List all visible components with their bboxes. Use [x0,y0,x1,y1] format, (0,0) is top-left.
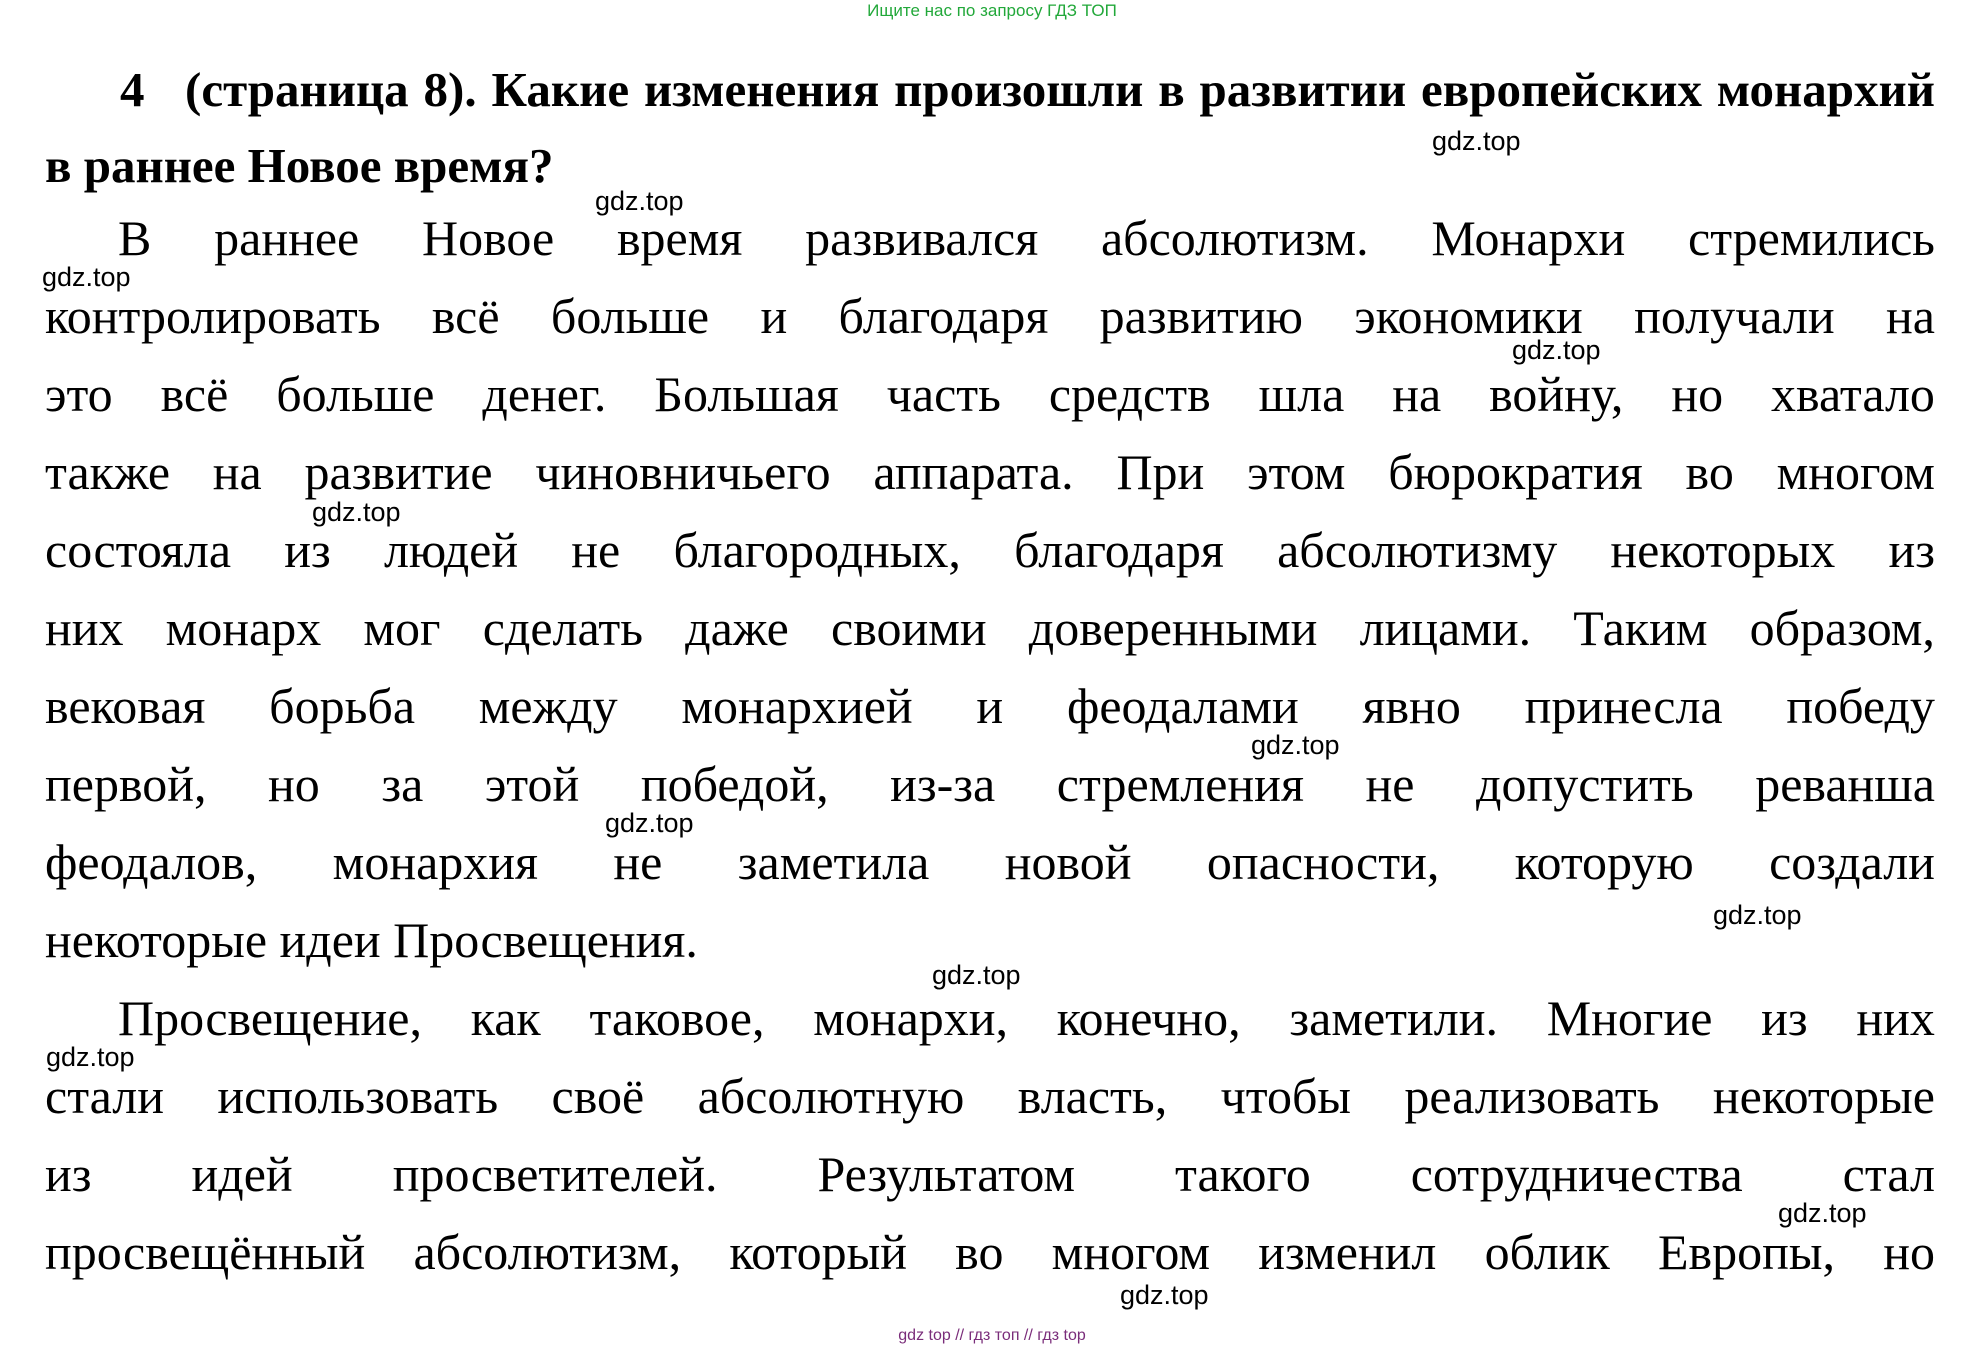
question-text: (страница 8). Какие изменения произошли в развитии европейских монархий в раннее Новое время? [45,62,1935,193]
paragraph-line: феодалов, монархия не заметила новой опасности, которую создали [45,834,1935,890]
watermark: gdz.top [595,186,684,216]
watermark: gdz.top [42,262,131,292]
footer-watermark: gdz top // гдз топ // гдз top [898,1327,1086,1344]
paragraph-line: Просвещение, как таковое, монархи, конечно, заметили. Многие из них [118,990,1935,1046]
watermark: gdz.top [932,960,1021,990]
watermark: gdz.top [1778,1198,1867,1228]
watermark: gdz.top [605,808,694,838]
paragraph-line: некоторые идеи Просвещения. [45,912,698,968]
top-banner: Ищите нас по запросу ГДЗ ТОП [867,1,1117,20]
paragraph-line: них монарх мог сделать даже своими доверенными лицами. Таким образом, [45,600,1935,656]
watermark: gdz.top [1120,1280,1209,1310]
question-heading [45,52,1935,204]
paragraph-line: первой, но за этой победой, из-за стремления не допустить реванша [45,756,1935,812]
watermark: gdz.top [46,1042,135,1072]
paragraph-line: В раннее Новое время развивался абсолютизм. Монархи стремились [118,210,1935,266]
question-number: 4 [120,62,145,117]
paragraph-line: из идей просветителей. Результатом такого сотрудничества стал [45,1146,1935,1202]
watermark: gdz.top [1512,335,1601,365]
paragraph-line: состояла из людей не благородных, благодаря абсолютизму некоторых из [45,522,1935,578]
paragraph-line: контролировать всё больше и благодаря развитию экономики получали на [45,288,1935,344]
paragraph-line: вековая борьба между монархией и феодалами явно принесла победу [45,678,1935,734]
watermark: gdz.top [1713,900,1802,930]
watermark: gdz.top [312,497,401,527]
paragraph-line: стали использовать своё абсолютную власть, чтобы реализовать некоторые [45,1068,1935,1124]
watermark: gdz.top [1251,730,1340,760]
paragraph-line: также на развитие чиновничьего аппарата. При этом бюрократия во многом [45,444,1935,500]
paragraph-line: просвещённый абсолютизм, который во многом изменил облик Европы, но [45,1224,1935,1280]
watermark: gdz.top [1432,126,1521,156]
paragraph-line: это всё больше денег. Большая часть средств шла на войну, но хватало [45,366,1935,422]
